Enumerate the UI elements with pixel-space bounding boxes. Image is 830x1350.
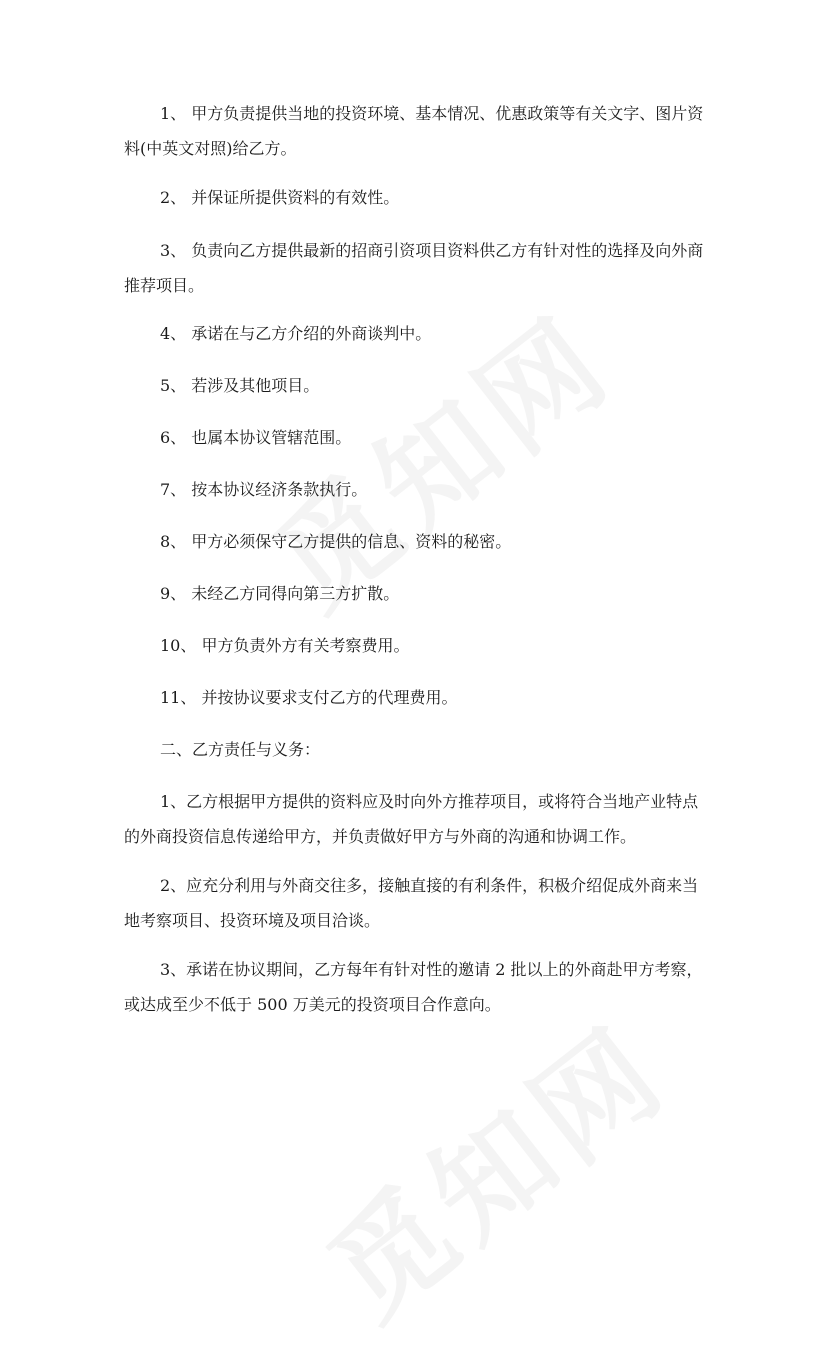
paragraph: 4、 承诺在与乙方介绍的外商谈判中。: [160, 324, 432, 343]
paragraph: 1、 甲方负责提供当地的投资环境、基本情况、优惠政策等有关文字、图片资料(中英文对照)给乙方。: [124, 104, 704, 158]
paragraph: 3、 负责向乙方提供最新的招商引资项目资料供乙方有针对性的选择及向外商推荐项目。: [124, 241, 704, 295]
paragraph: 5、 若涉及其他项目。: [160, 376, 320, 395]
watermark: [288, 980, 695, 1350]
paragraph: 9、 未经乙方同得向第三方扩散。: [160, 584, 400, 603]
paragraph: 7、 按本协议经济条款执行。: [160, 480, 368, 499]
paragraph: 10、 甲方负责外方有关考察费用。: [160, 636, 410, 655]
paragraph: 8、 甲方必须保守乙方提供的信息、资料的秘密。: [160, 532, 512, 551]
paragraph: 3、承诺在协议期间，乙方每年有针对性的邀请 2 批以上的外商赴甲方考察，或达成至少不低于 500 万美元的投资项目合作意向。: [124, 960, 703, 1014]
paragraph: 2、应充分利用与外商交往多，接触直接的有利条件，积极介绍促成外商来当地考察项目、投资环境及项目洽谈。: [124, 876, 699, 930]
paragraph: 11、 并按协议要求支付乙方的代理费用。: [160, 688, 458, 707]
paragraph: 2、 并保证所提供资料的有效性。: [160, 188, 400, 207]
section-heading: 二、乙方责任与义务：: [160, 740, 321, 759]
paragraph: 1、乙方根据甲方提供的资料应及时向外方推荐项目，或将符合当地产业特点的外商投资信息传递给甲方，并负责做好甲方与外商的沟通和协调工作。: [124, 792, 699, 846]
paragraph: 6、 也属本协议管辖范围。: [160, 428, 352, 447]
